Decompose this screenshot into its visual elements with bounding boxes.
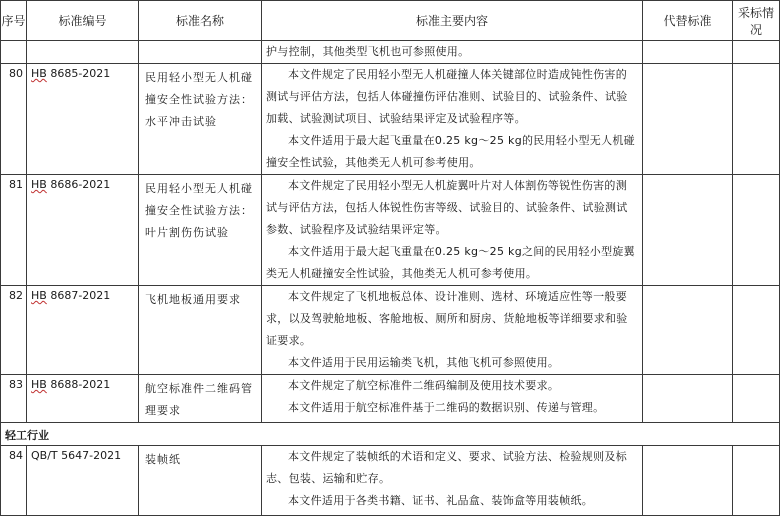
content-para: 本文件规定了飞机地板总体、设计准则、选材、环境适应性等一般要求，以及驾驶舱地板、客舱地板、厕所和厨房、货舱地板等详细要求和验证要求。 (266, 290, 628, 347)
adopt-cell (733, 64, 780, 175)
standard-code: QB/T 5647-2021 (27, 446, 139, 516)
standard-content (262, 375, 643, 423)
content-para: 本文件规定了民用轻小型无人机碰撞人体关键部位时造成钝性伤害的测试与评估方法，包括人体碰撞伤评估准则、试验目的、试验条件、试验加载、试验测试项目、试验结果评定及试验程序等。 (266, 68, 628, 125)
content-para: 本文件适用于航空标准件基于二维码的数据识别、传递与管理。 (288, 401, 605, 414)
header-seq: 序号 (1, 1, 27, 41)
continuation-row (1, 41, 780, 64)
content-para: 本文件适用于民用运输类飞机，其他飞机可参照使用。 (288, 356, 560, 369)
standard-name: 民用轻小型无人机碰撞安全性试验方法：叶片割伤伤试验 (139, 175, 262, 286)
category-label: 轻工行业 (1, 423, 780, 446)
header-name: 标准名称 (139, 1, 262, 41)
standard-code: HB 8685-2021 (27, 64, 139, 175)
table-row (1, 286, 780, 375)
row-number: 84 (1, 446, 27, 516)
continuation-text: 护与控制，其他类型飞机也可参照使用。 (266, 45, 470, 58)
standard-content (262, 64, 643, 175)
standard-name: 装帧纸 (139, 446, 262, 516)
row-number: 81 (1, 175, 27, 286)
standard-code: HB 8688-2021 (27, 375, 139, 423)
replace-cell (643, 375, 733, 423)
standard-content (262, 446, 643, 516)
standard-content (262, 286, 643, 375)
standard-name: 民用轻小型无人机碰撞安全性试验方法：水平冲击试验 (139, 64, 262, 175)
header-content: 标准主要内容 (262, 1, 643, 41)
content-para: 本文件规定了民用轻小型无人机旋翼叶片对人体割伤等锐性伤害的测试与评估方法，包括人体锐性伤害等级、试验目的、试验条件、试验测试参数、试验程序及试验结果评定等。 (266, 179, 628, 236)
content-para: 本文件适用于最大起飞重量在0.25 kg～25 kg的民用轻小型无人机碰撞安全性试验，其他类无人机可参考使用。 (266, 134, 635, 169)
standard-name: 航空标准件二维码管理要求 (139, 375, 262, 423)
category-row (1, 423, 780, 446)
replace-cell (643, 446, 733, 516)
content-para: 本文件规定了装帧纸的术语和定义、要求、试验方法、检验规则及标志、包装、运输和贮存。 (266, 450, 627, 485)
standard-code: HB 8686-2021 (27, 175, 139, 286)
header-adopt: 采标情况 (733, 1, 780, 41)
adopt-cell (733, 446, 780, 516)
adopt-cell (733, 175, 780, 286)
row-number: 80 (1, 64, 27, 175)
content-para: 本文件适用于各类书籍、证书、礼品盒、装饰盒等用装帧纸。 (288, 494, 594, 507)
standard-code: HB 8687-2021 (27, 286, 139, 375)
replace-cell (643, 64, 733, 175)
table-row (1, 446, 780, 516)
row-number: 83 (1, 375, 27, 423)
header-replace: 代替标准 (643, 1, 733, 41)
header-code: 标准编号 (27, 1, 139, 41)
adopt-cell (733, 286, 780, 375)
table-row (1, 375, 780, 423)
replace-cell (643, 286, 733, 375)
content-para: 本文件规定了航空标准件二维码编制及使用技术要求。 (288, 379, 560, 392)
adopt-cell (733, 375, 780, 423)
table-header-row (1, 1, 780, 41)
standard-name: 飞机地板通用要求 (139, 286, 262, 375)
content-para: 本文件适用于最大起飞重量在0.25 kg～25 kg之间的民用轻小型旋翼类无人机碰撞安全性试验，其他类无人机可参考使用。 (266, 245, 635, 280)
replace-cell (643, 175, 733, 286)
row-number: 82 (1, 286, 27, 375)
standard-content (262, 175, 643, 286)
table-row (1, 175, 780, 286)
table-row (1, 64, 780, 175)
